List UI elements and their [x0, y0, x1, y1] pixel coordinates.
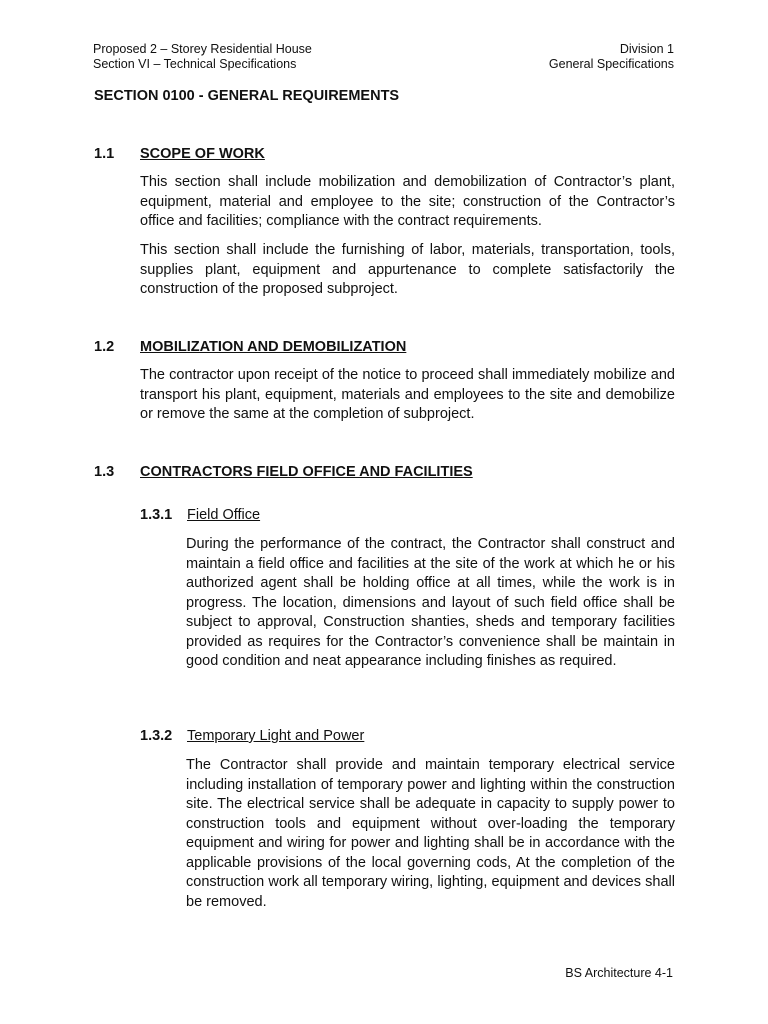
- heading-number: 1.1: [94, 146, 115, 162]
- page-header-left: [93, 42, 312, 72]
- mobilization-paragraph: The contractor upon receipt of the notice to proceed shall immediately mobilize and transport his plant, equipment, materials and employees to the site and demobilize or remove the same at the completion of subproject.: [140, 367, 675, 422]
- page-header-right: [549, 42, 674, 72]
- header-section-label: Section VI – Technical Specifications: [93, 57, 297, 71]
- heading-title: CONTRACTORS FIELD OFFICE AND FACILITIES: [140, 464, 473, 480]
- heading-number: 1.2: [94, 339, 115, 355]
- subheading-number: 1.3.2: [140, 728, 173, 744]
- header-project-title: Proposed 2 – Storey Residential House: [93, 42, 312, 56]
- scope-paragraph-1: This section shall include mobilization and demobilization of Contractor’s plant, equipment, material and employee to the site; construction of the Contractor’s office and facilities; compliance with the contract requirements.: [140, 174, 675, 229]
- field-office-paragraph: During the performance of the contract, the Contractor shall construct and maintain a field office and facilities at the site of the work at which he or his authorized agent shall be holding office at all times, while the work is in progress. The location, dimensions and layout of such field office shall be subject to approval, Construction shanties, sheds and temporary facilities provided as requires for the Contractor’s convenience shall be maintain in good condition and neat appearance including finishes as required.: [186, 536, 675, 669]
- subheading-title: Temporary Light and Power: [187, 728, 365, 744]
- section-title: SECTION 0100 - GENERAL REQUIREMENTS: [94, 88, 400, 104]
- subheading-number: 1.3.1: [140, 507, 173, 523]
- temporary-light-power-paragraph: The Contractor shall provide and maintain temporary electrical service including installation of temporary power and lighting within the construction site. The electrical service shall be adequate in capacity to supply power to construction tools and equipment without over-loading the temporary equipment and wiring for power and lighting shall be in accordance with the applicable provisions of the local governing cods, At the completion of the construction work all temporary wiring, lighting, equipment and devices shall be removed.: [186, 757, 675, 910]
- heading-number: 1.3: [94, 464, 115, 480]
- subheading-title: Field Office: [187, 507, 261, 523]
- header-division-title: General Specifications: [548, 57, 674, 71]
- heading-title: SCOPE OF WORK: [140, 146, 265, 162]
- heading-title: MOBILIZATION AND DEMOBILIZATION: [140, 339, 407, 355]
- scope-paragraph-2: This section shall include the furnishing of labor, materials, transportation, tools, supplies plant, equipment and appurtenance to complete satisfactorily the construction of the proposed subproject.: [140, 242, 675, 297]
- header-division: Division 1: [619, 42, 674, 56]
- page-footer: BS Architecture 4-1: [565, 966, 673, 980]
